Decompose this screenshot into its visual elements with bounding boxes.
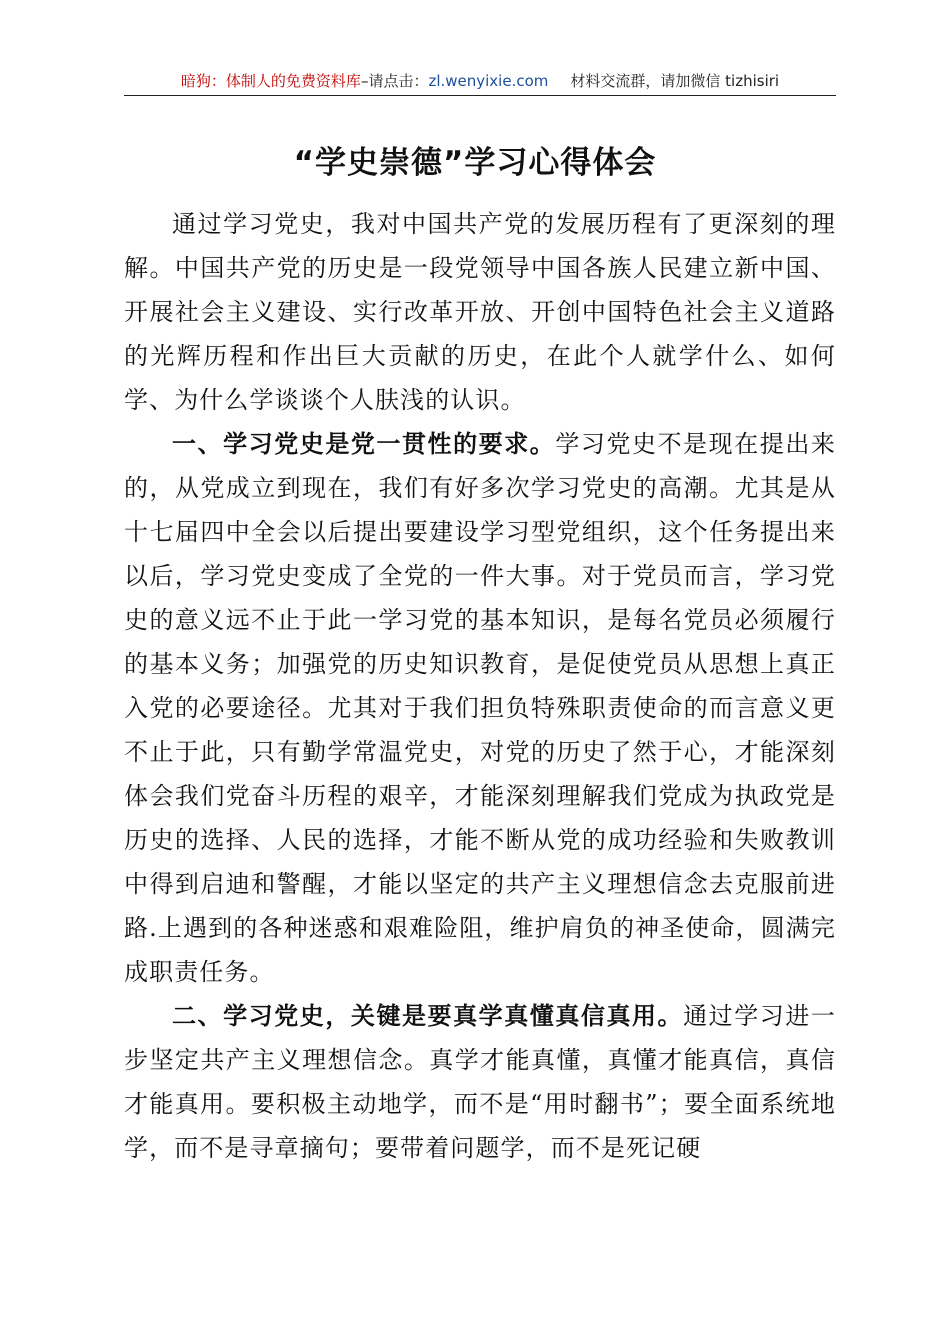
paragraph-text: 学习党史不是现在提出来的，从党成立到现在，我们有好多次学习党史的高潮。尤其是从十七届四中全会以后提出要建设学习型党组织，这个任务提出来以后，学习党史变成了全党的一件大事。对于党员而言，学习党史的意义远不止于此一学习党的基本知识，是每名党员必须履行的基本义务；加强党的历史知识教育，是促使党员从思想上真正入党的必要途径。尤其对于我们担负特殊职责使命的而言意义更不止于此，只有勤学常温党史，对党的历史了然于心，才能深刻体会我们党奋斗历程的艰辛，才能深刻理解我们党成为执政党是历史的选择、人民的选择，才能不断从党的成功经验和失败教训中得到启迪和警醒，才能以坚定的共产主义理想信念去克服前进路.上遇到的各种迷惑和艰难险阻，维护肩负的神圣使命，圆满完成职责任务。 xyxy=(124,430,836,986)
document-body xyxy=(124,202,836,1170)
contact-info: 材料交流群，请加微信 tizhisiri xyxy=(570,72,780,90)
paragraph-intro xyxy=(124,202,836,422)
click-prompt: –请点击： xyxy=(360,72,429,90)
paragraph-text: 通过学习进一步坚定共产主义理想信念。真学才能真懂，真懂才能真信，真信才能真用。要积极主动地学，而不是“用时翻书”；要全面系统地学，而不是寻章摘句；要带着问题学，而不是死记硬 xyxy=(124,1002,837,1162)
paragraph-text: 通过学习党史，我对中国共产党的发展历程有了更深刻的理解。中国共产党的历史是一段党领导中国各族人民建立新中国、开展社会主义建设、实行改革开放、开创中国特色社会主义道路的光辉历程和作出巨大贡献的历史，在此个人就学什么、如何学、为什么学谈谈个人肤浅的认识。 xyxy=(124,210,836,414)
section-heading: 二、学习党史，关键是要真学真懂真信真用。 xyxy=(172,1002,684,1030)
paragraph-section-2 xyxy=(124,994,836,1170)
section-heading: 一、学习党史是党一贯性的要求。 xyxy=(172,430,556,458)
header-divider xyxy=(124,95,836,96)
paragraph-section-1 xyxy=(124,422,836,994)
document-title: “学史崇德”学习心得体会 xyxy=(293,145,657,181)
page-header xyxy=(124,66,836,96)
source-url-link[interactable]: zl.wenyixie.com xyxy=(428,72,549,90)
source-name: 暗狗：体制人的免费资料库 xyxy=(180,72,361,90)
